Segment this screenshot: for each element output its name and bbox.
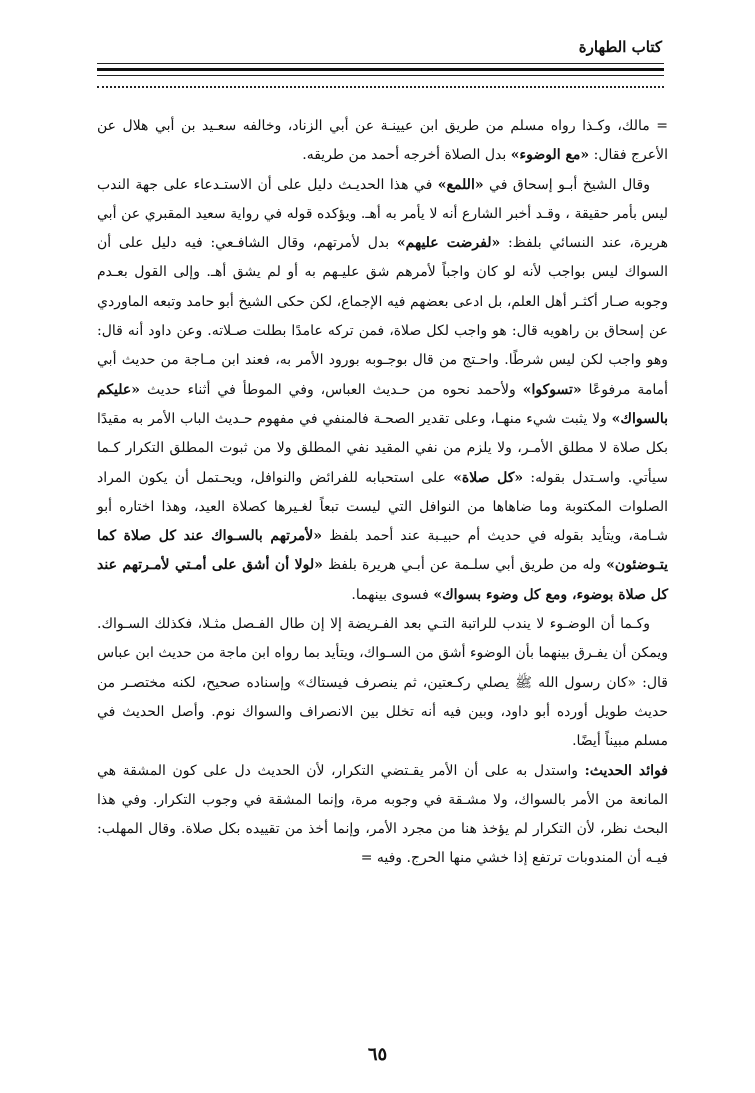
bold-text-run: «لفرضت عليهم»	[396, 235, 501, 252]
text-run: واستدل به على أن الأمر يقـتضي التكرار، لأن الحديث دل على كون المشقة هي المانعة من الأمر بالسواك، ولا مشـقة في وجوبه مرة، وإنما المشقة في وجوب التكرار. وفي هذا البحث نظر، لأن التكرار لم يؤخذ هنا من مجرد الأمر، وإنما أخذ من تقييده بكل صلاة. وقال المهلب: فيـه أن المندوبات ترتفع إذا خشي منها الحرج. وفيه =	[97, 762, 668, 867]
header-rule-top	[97, 63, 664, 64]
bold-text-run: «مع الوضوء»	[510, 147, 590, 164]
text-run: ولأحمد نحوه من حـديث العباس، وفي الموطأ في أثناء حديث	[140, 381, 523, 398]
text-run: وقال الشيخ أبـو إسحاق في	[483, 176, 650, 193]
body-text	[97, 112, 668, 874]
bold-text-run: «اللمع»	[437, 176, 484, 193]
bold-text-run: «عليكم بالسواك»	[97, 381, 668, 427]
page-number: ٦٥	[367, 1044, 388, 1065]
text-run: في هذا الحديـث دليل على أن الاستـدعاء على جهة الندب ليس بأمر حقيقة ، وقـد أخبر الشارع أنه لا يأمر به أهـ. ويؤكده قوله في رواية سعيد المقبري عن أبي هريرة، عند النسائي بلفظ:	[97, 176, 668, 252]
bold-text-run: «لأمرتهم بالسـواك عند كل صلاة كما يتـوضئون»	[97, 528, 668, 574]
paragraph-3	[97, 610, 668, 756]
text-run: وكـما أن الوضـوء لا يندب للراتبة التـي بعد الفـريضة إلا إن طال الفـصل مثـلا، فكذلك السـواك. ويمكن أن يفـرق بينهما بأن الوضوء أشق من السـواك، ويتأيد بما رواه ابن ماجة من حديث ابن عباس قال: «كان رسول الله ﷺ يصلي ركـعتين، ثم ينصرف فيستاك» وإسناده صحيح، لكنه مختصـر من حديث طويل أورده أبو داود، وبين فيه أنه تخلل بين الانصراف والسواك نوم. وأصل الحديث في مسلم مبيناً أيضًا.	[97, 616, 668, 750]
paragraph-2	[97, 171, 668, 610]
header-rule-dotted	[97, 86, 664, 88]
bold-text-run: فوائد الحديث:	[584, 762, 668, 779]
paragraph-4	[97, 757, 668, 874]
header-rule-thick	[97, 68, 664, 71]
text-run: بدل لأمرتهم، وقال الشافـعي: فيه دليل على أن السواك ليس بواجب لأنه لو كان واجباً لأمرهم شق عليـهم به أو لم يشق أهـ. وإلى القول بعـدم وجوبه صـار أكثـر أهل العلم، بل ادعى بعضهم فيه الإجماع، لكن حكى الشيخ أبو حامد وتبعه الماوردي عن إسحاق بن راهويه قال: هو واجب لكل صلاة، فمن تركه عامدًا بطلت صـلاته. وعن داود أنه قال: وهو واجب لكن ليس شرطًا. واحـتج من قال بوجـوبه بورود الأمر به، فعند ابن مـاجة من حديث أبي أمامة مرفوعًا	[97, 235, 668, 398]
header-rule-bottom	[97, 75, 664, 76]
text-run: فسوى بينهما.	[351, 586, 434, 603]
paragraph-1	[97, 112, 668, 171]
text-run: = مالك، وكـذا رواه مسلم من طريق ابن عيينـة عن أبي الزناد، وخالفه سعـيد بن أبي هلال عن الأعرج فقال:	[97, 118, 668, 164]
text-run: بدل الصلاة أخرجه أحمد من طريقه.	[302, 147, 511, 164]
bold-text-run: «لولا أن أشق على أمـتي لأمـرتهم عند كل صلاة بوضوء، ومع كل وضوء بسواك»	[97, 557, 668, 603]
bold-text-run: «تسوكوا»	[522, 381, 582, 398]
bold-text-run: «كل صلاة»	[453, 469, 524, 486]
running-header-title: كتاب الطهارة	[578, 38, 662, 56]
text-run: وله من طريق أبي سلـمة عن أبـي هريرة بلفظ	[322, 557, 607, 574]
text-run: ولا يثبت شيء منهـا، وعلى تقدير الصحـة فالمنفي في مفهوم حـديث الباب الأمر به مقيدًا بكل صلاة لا مطلق الأمـر، ولا يلزم من نفي المقيد نفي المطلق ولا من ثبوت المطلق التكرار كـما سيأتي. واسـتدل بقوله:	[97, 410, 668, 486]
text-run: على استحبابه للفرائض والنوافل، ويحـتمل أن يكون المراد الصلوات المكتوبة وما ضاهاها من النوافل التي ليست تبعاً لغـيرها كصلاة العيد، وهذا اختاره أبو شـامة، ويتأيد بقوله في حديث أم حبيـبة عند أحمد بلفظ	[97, 469, 668, 545]
